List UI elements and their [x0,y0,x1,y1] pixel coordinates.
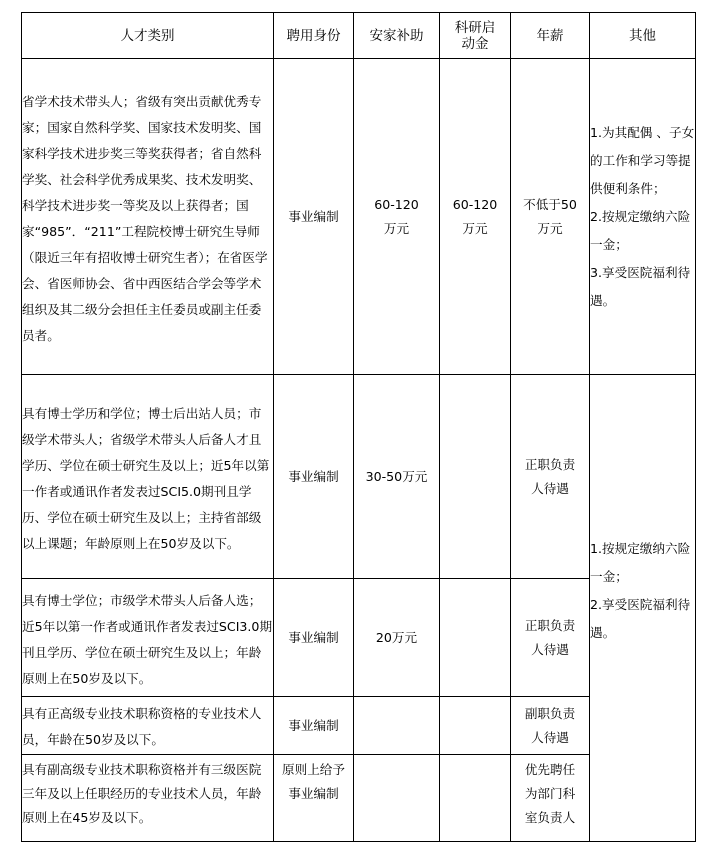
table-row [22,375,696,579]
row2-research [440,375,511,579]
row1-salary: 不低于50万元 [511,59,590,375]
talent-table [21,12,696,842]
row1-other-item: 1.为其配偶 、子女的工作和学习等提供便利条件； [590,124,695,196]
row1-other-item: 2.按规定缴纳六险一金； [590,208,691,252]
row2-identity: 事业编制 [274,375,354,579]
header-category: 人才类别 [22,13,274,59]
row4-identity: 事业编制 [274,697,354,755]
header-other: 其他 [590,13,696,59]
row2-other-item: 1.按规定缴纳六险一金； [590,541,691,584]
row5-research [440,755,511,842]
row4-salary: 副职负责人待遇 [511,697,590,755]
row4-category: 具有正高级专业技术职称资格的专业技术人员，年龄在50岁及以下。 [22,697,274,755]
row3-category: 具有博士学位；市级学术带头人后备人选；近5年以第一作者或通讯作者发表过SCI3.0期刊且学历、学位在硕士研究生及以上；年龄原则上在50岁及以下。 [22,579,274,697]
row2-category: 具有博士学历和学位；博士后出站人员；市级学术带头人；省级学术带头人后备人才且学历、学位在硕士研究生及以上；近5年以第一作者或通讯作者发表过SCI5.0期刊且学历、学位在硕士研究生及以上；主持省部级以上课题；年龄原则上在50岁及以下。 [22,375,274,579]
row5-identity [274,755,354,842]
header-research: 科研启动金 [440,13,511,59]
row2-other-item: 2.享受医院福利待遇。 [590,597,691,640]
header-row [22,13,696,59]
row2-salary: 正职负责人待遇 [511,375,590,579]
row2-settle: 30-50万元 [354,375,440,579]
table-row [22,59,696,375]
row1-settle: 60-120万元 [354,59,440,375]
row3-settle: 20万元 [354,579,440,697]
row5-salary-text: 优先聘任为部门科室负责人 [524,762,576,825]
row5-category [22,755,274,842]
row3-identity: 事业编制 [274,579,354,697]
row2-other [590,375,696,842]
row3-salary: 正职负责人待遇 [511,579,590,697]
row5-category-text: 具有副高级专业技术职称资格并有三级医院三年及以上任职经历的专业技术人员，年龄原则上在45岁及以下。 [22,762,262,825]
header-salary: 年薪 [511,13,590,59]
row4-research [440,697,511,755]
row1-other [590,59,696,375]
row5-salary [511,755,590,842]
row1-identity: 事业编制 [274,59,354,375]
row5-settle [354,755,440,842]
row3-research [440,579,511,697]
row1-research: 60-120万元 [440,59,511,375]
header-identity: 聘用身份 [274,13,354,59]
row5-identity-text: 原则上给予事业编制 [282,762,345,801]
row4-settle [354,697,440,755]
header-settle: 安家补助 [354,13,440,59]
row1-category: 省学术技术带头人；省级有突出贡献优秀专家；国家自然科学奖、国家技术发明奖、国家科学技术进步奖三等奖获得者；省自然科学奖、社会科学优秀成果奖、技术发明奖、科学技术进步奖一等奖及以上获得者；国家“985”．“211”工程院校博士研究生导师（限近三年有招收博士研究生者）；在省医学会、省医师协会、省中西医结合学会等学术组织及其二级分会担任主任委员或副主任委员者。 [22,59,274,375]
row1-other-item: 3.享受医院福利待遇。 [590,264,691,308]
